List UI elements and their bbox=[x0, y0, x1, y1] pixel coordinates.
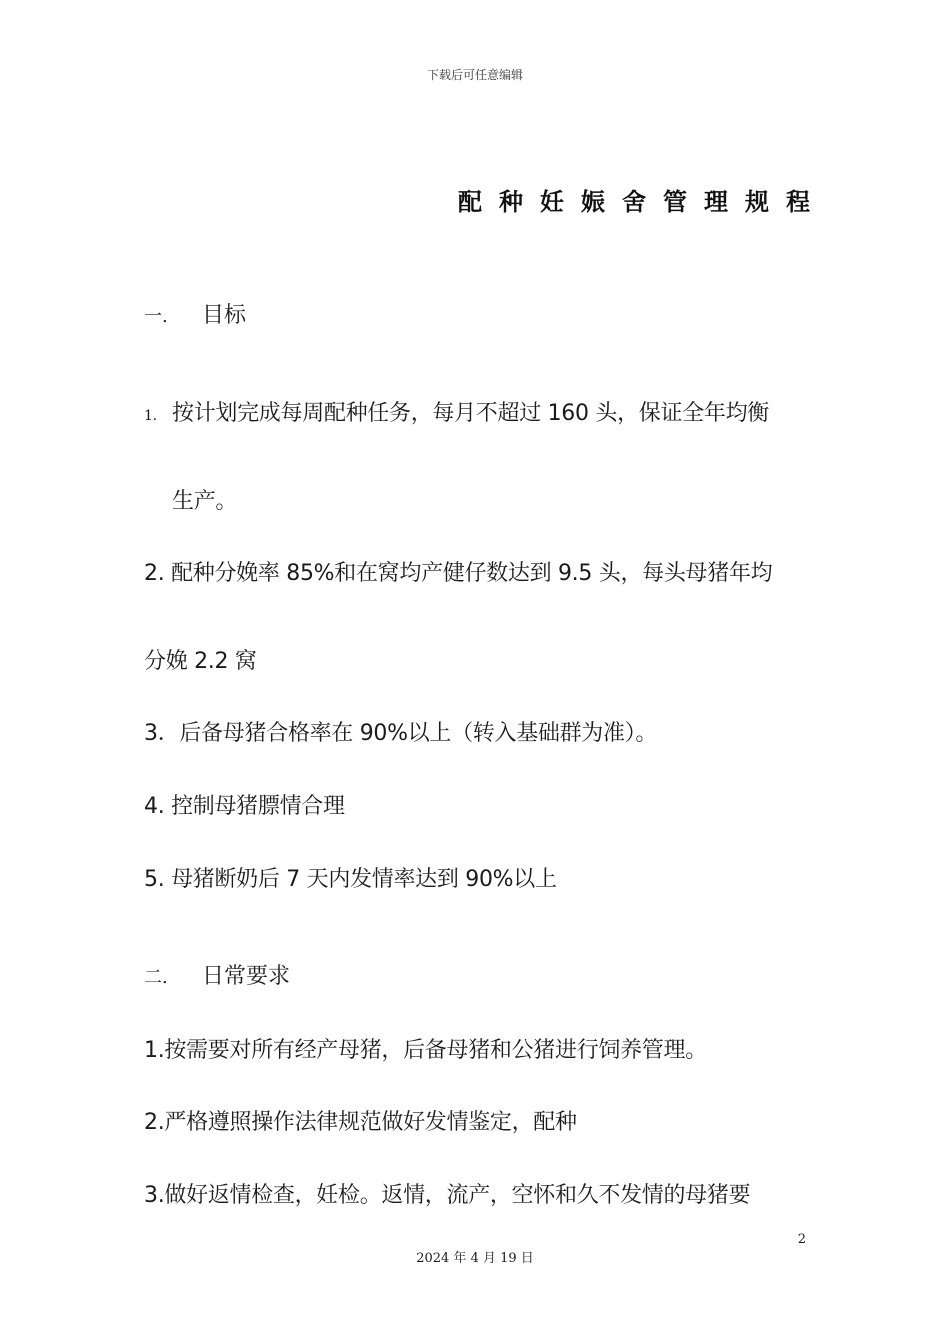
section-number: 二. bbox=[144, 967, 168, 988]
goal-item-1-text: 按计划完成每周配种任务，每月不超过 160 头，保证全年均衡 bbox=[172, 401, 769, 426]
page-number: 2 bbox=[797, 1232, 806, 1247]
section-number: 一. bbox=[144, 306, 168, 327]
daily-item-2: 2.严格遵照操作法律规范做好发情鉴定，配种 bbox=[144, 1110, 577, 1135]
goal-item-1-line-1 bbox=[144, 396, 769, 427]
goal-item-2-line-1: 2. 配种分娩率 85%和在窝均产健仔数达到 9.5 头，每头母猪年均 bbox=[144, 561, 773, 586]
daily-item-3: 3.做好返情检查，妊检。返情，流产，空怀和久不发情的母猪要 bbox=[144, 1183, 751, 1208]
header-note: 下载后可任意编辑 bbox=[426, 68, 523, 82]
goal-item-4: 4. 控制母猪膘情合理 bbox=[144, 794, 345, 819]
goal-item-3: 3．后备母猪合格率在 90%以上（转入基础群为准）。 bbox=[144, 721, 658, 746]
section-title: 日常要求 bbox=[202, 964, 291, 989]
section-title: 目标 bbox=[202, 303, 247, 328]
section-heading-daily bbox=[144, 959, 290, 990]
footer-date: 2024 年 4 月 19 日 bbox=[416, 1251, 534, 1266]
section-heading-goals bbox=[144, 298, 246, 329]
goal-item-1-number: 1. bbox=[144, 408, 157, 424]
document-title: 配种妊娠舍管理规程 bbox=[458, 188, 827, 216]
daily-item-1: 1.按需要对所有经产母猪，后备母猪和公猪进行饲养管理。 bbox=[144, 1038, 707, 1063]
goal-item-2-line-2: 分娩 2.2 窝 bbox=[144, 649, 257, 674]
goal-item-1-line-2: 生产。 bbox=[172, 489, 238, 514]
goal-item-5: 5. 母猪断奶后 7 天内发情率达到 90%以上 bbox=[144, 867, 557, 892]
